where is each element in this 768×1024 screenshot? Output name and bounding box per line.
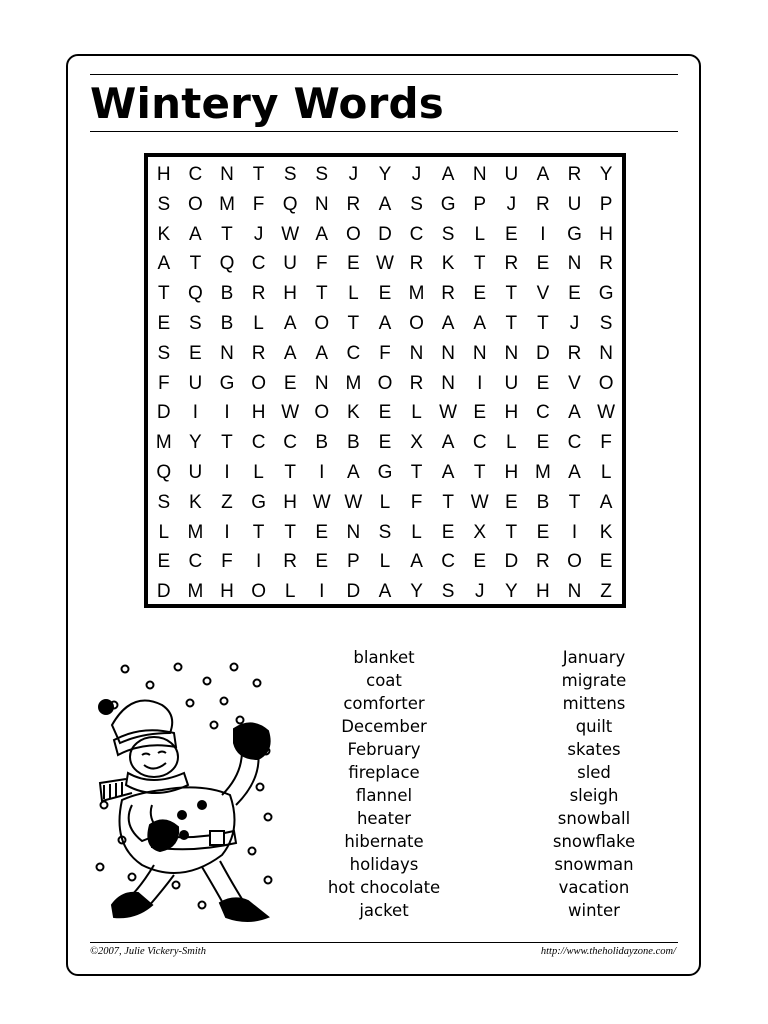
- grid-letter: M: [155, 432, 172, 454]
- grid-letter: M: [187, 581, 204, 603]
- grid-letter: C: [283, 432, 298, 454]
- grid-letter: S: [378, 521, 392, 543]
- grid-letter: N: [314, 193, 329, 215]
- grid-letter: T: [568, 491, 581, 513]
- grid-letter: I: [319, 581, 325, 603]
- word-list-right: [510, 646, 678, 922]
- grid-letter: Y: [410, 581, 423, 603]
- grid-letter: E: [157, 312, 171, 334]
- grid-letter: R: [536, 551, 550, 573]
- grid-letter: N: [472, 342, 487, 364]
- grid-letter: L: [411, 402, 422, 424]
- grid-letter: M: [408, 283, 425, 305]
- grid-letter: P: [599, 193, 613, 215]
- grid-letter: Y: [378, 164, 392, 185]
- grid-letter: N: [599, 342, 613, 364]
- grid-letter: H: [283, 491, 298, 513]
- page-title: Wintery Words: [90, 79, 444, 128]
- grid-letter: R: [536, 193, 550, 215]
- grid-letter: N: [220, 164, 234, 185]
- grid-letter: T: [221, 223, 233, 245]
- grid-row: [148, 339, 622, 369]
- grid-letter: Y: [189, 432, 202, 454]
- grid-letter: T: [505, 283, 518, 305]
- grid-letter: E: [315, 521, 329, 543]
- grid-letter: I: [224, 461, 230, 483]
- grid-letter: E: [315, 551, 329, 573]
- grid-letter: A: [441, 461, 455, 483]
- grid-letter: R: [251, 342, 266, 364]
- word-search-grid: [144, 153, 626, 608]
- grid-letter: C: [251, 432, 266, 454]
- grid-letter: T: [189, 253, 202, 275]
- grid-letter: H: [283, 283, 298, 305]
- word-list-item: holidays: [349, 855, 419, 874]
- grid-letter: T: [537, 312, 549, 334]
- grid-letter: W: [470, 491, 489, 513]
- grid-letter: O: [409, 312, 424, 334]
- grid-letter: N: [504, 342, 519, 364]
- grid-row: [148, 220, 622, 250]
- grid-letter: R: [346, 193, 361, 215]
- grid-letter: E: [283, 372, 297, 394]
- grid-letter: I: [192, 402, 199, 424]
- grid-letter: G: [440, 193, 456, 215]
- grid-letter: N: [567, 253, 582, 275]
- word-list-item: coat: [366, 671, 402, 690]
- grid-letter: A: [378, 193, 392, 215]
- grid-letter: J: [348, 164, 359, 185]
- grid-letter: T: [410, 461, 423, 483]
- snowman-illustration: [92, 655, 282, 930]
- word-list-item: snowman: [554, 855, 634, 874]
- word-list-item: hibernate: [344, 832, 424, 851]
- grid-letter: W: [281, 223, 300, 245]
- grid-letter: L: [379, 551, 391, 573]
- grid-letter: K: [157, 223, 171, 245]
- grid-letter: H: [156, 164, 171, 185]
- grid-letter: A: [473, 312, 487, 334]
- word-list-left: [300, 646, 468, 922]
- grid-letter: T: [252, 164, 265, 185]
- grid-letter: U: [188, 372, 203, 394]
- grid-letter: X: [473, 521, 487, 543]
- top-rule: [90, 74, 678, 75]
- grid-letter: T: [442, 491, 454, 513]
- grid-letter: O: [598, 372, 614, 394]
- grid-letter: A: [157, 253, 171, 275]
- grid-letter: N: [409, 342, 424, 364]
- footer-rule: [90, 942, 678, 943]
- grid-letter: D: [504, 551, 519, 573]
- grid-letter: H: [504, 402, 519, 424]
- grid-letter: E: [441, 521, 455, 543]
- grid-letter: C: [441, 551, 455, 573]
- grid-letter: N: [472, 164, 487, 185]
- grid-row: [148, 518, 622, 548]
- grid-letter: O: [345, 223, 361, 245]
- word-list-item: migrate: [561, 671, 627, 690]
- grid-letter: R: [504, 253, 519, 275]
- word-list-item: blanket: [353, 648, 415, 667]
- grid-letter: H: [536, 581, 550, 603]
- grid-letter: A: [599, 491, 613, 513]
- grid-row: [148, 488, 622, 518]
- grid-letter: H: [504, 461, 519, 483]
- word-list-item: skates: [567, 740, 621, 759]
- grid-letter: N: [220, 342, 234, 364]
- grid-letter: L: [506, 432, 517, 454]
- grid-letter: Y: [599, 164, 613, 185]
- grid-row: [148, 190, 622, 220]
- grid-letter: A: [441, 164, 455, 185]
- grid-letter: Q: [282, 193, 298, 215]
- grid-letter: J: [253, 223, 264, 245]
- grid-letter: R: [567, 342, 582, 364]
- grid-letter: R: [599, 253, 613, 275]
- grid-letter: C: [188, 551, 203, 573]
- grid-letter: F: [252, 193, 265, 215]
- grid-letter: C: [567, 432, 582, 454]
- grid-row: [148, 398, 622, 428]
- grid-letter: I: [319, 461, 325, 483]
- word-list-item: quilt: [575, 717, 613, 736]
- grid-row: [148, 279, 622, 309]
- grid-letter: E: [473, 402, 487, 424]
- grid-letter: E: [189, 342, 202, 364]
- grid-letter: U: [188, 461, 203, 483]
- grid-letter: V: [568, 372, 581, 394]
- grid-letter: X: [410, 432, 423, 454]
- word-list-item: hot chocolate: [327, 878, 441, 897]
- grid-letter: B: [315, 432, 329, 454]
- grid-letter: D: [156, 581, 171, 603]
- grid-letter: S: [315, 164, 329, 185]
- grid-letter: L: [284, 581, 296, 603]
- grid-letter: A: [283, 342, 297, 364]
- grid-letter: A: [410, 551, 423, 573]
- grid-letter: G: [567, 223, 582, 245]
- grid-letter: I: [540, 223, 546, 245]
- grid-letter: L: [253, 461, 264, 483]
- word-list-item: comforter: [343, 694, 425, 713]
- copyright-text: ©2007, Julie Vickery-Smith: [90, 946, 206, 957]
- grid-letter: C: [346, 342, 361, 364]
- grid-letter: S: [441, 581, 455, 603]
- word-list-item: sleigh: [569, 786, 619, 805]
- grid-letter: I: [477, 372, 483, 394]
- grid-letter: C: [188, 164, 203, 185]
- grid-letter: U: [283, 253, 298, 275]
- grid-letter: G: [251, 491, 266, 513]
- grid-letter: E: [347, 253, 360, 275]
- grid-letter: P: [347, 551, 360, 573]
- grid-letter: E: [536, 521, 550, 543]
- grid-row: [148, 577, 622, 607]
- grid-letter: H: [220, 581, 234, 603]
- word-list-item: flannel: [355, 786, 413, 805]
- grid-letter: E: [536, 432, 550, 454]
- grid-letter: S: [283, 164, 297, 185]
- grid-letter: O: [251, 372, 266, 394]
- grid-letter: F: [410, 491, 423, 513]
- grid-letter: C: [409, 223, 424, 245]
- grid-letter: R: [441, 283, 455, 305]
- grid-letter: B: [220, 283, 234, 305]
- grid-letter: L: [158, 521, 170, 543]
- grid-letter: T: [505, 521, 518, 543]
- grid-letter: W: [281, 402, 300, 424]
- grid-letter: D: [156, 402, 171, 424]
- grid-letter: W: [597, 402, 616, 424]
- grid-letter: E: [568, 283, 581, 305]
- grid-letter: C: [472, 432, 487, 454]
- grid-letter: T: [221, 432, 233, 454]
- grid-letter: K: [347, 402, 360, 424]
- grid-letter: O: [567, 551, 582, 573]
- grid-letter: E: [599, 551, 613, 573]
- grid-letter: Q: [188, 283, 203, 305]
- grid-letter: T: [315, 283, 328, 305]
- grid-letter: J: [506, 193, 517, 215]
- grid-letter: N: [567, 581, 582, 603]
- grid-letter: K: [189, 491, 202, 513]
- grid-letter: C: [536, 402, 550, 424]
- grid-letter: R: [567, 164, 582, 185]
- grid-letter: A: [315, 342, 329, 364]
- grid-letter: B: [220, 312, 234, 334]
- word-list-item: snowflake: [552, 832, 636, 851]
- grid-letter: T: [347, 312, 360, 334]
- grid-letter: R: [283, 551, 298, 573]
- grid-letter: E: [536, 372, 550, 394]
- grid-letter: O: [314, 402, 330, 424]
- grid-letter: C: [251, 253, 266, 275]
- grid-row: [148, 369, 622, 399]
- grid-letter: S: [599, 312, 613, 334]
- grid-letter: A: [441, 312, 455, 334]
- grid-letter: T: [284, 461, 296, 483]
- grid-letter: F: [315, 253, 328, 275]
- grid-letter: U: [504, 372, 519, 394]
- grid-letter: T: [473, 461, 486, 483]
- grid-letter: N: [441, 342, 455, 364]
- grid-letter: T: [505, 312, 518, 334]
- grid-letter: O: [377, 372, 393, 394]
- title-rule: [90, 131, 678, 132]
- grid-letter: L: [411, 521, 422, 543]
- grid-letter: N: [314, 372, 329, 394]
- word-list-item: winter: [568, 901, 620, 920]
- grid-letter: E: [536, 253, 550, 275]
- grid-letter: M: [535, 461, 551, 483]
- word-list-item: mittens: [562, 694, 626, 713]
- grid-letter: Q: [219, 253, 235, 275]
- word-list-item: fireplace: [348, 763, 420, 782]
- grid-letter: M: [345, 372, 362, 394]
- grid-letter: B: [347, 432, 360, 454]
- grid-letter: N: [441, 372, 455, 394]
- grid-letter: D: [346, 581, 361, 603]
- grid-letter: T: [157, 283, 170, 305]
- grid-letter: G: [377, 461, 393, 483]
- grid-letter: L: [253, 312, 264, 334]
- grid-letter: H: [251, 402, 266, 424]
- word-list-item: snowball: [557, 809, 631, 828]
- word-list-item: sled: [577, 763, 611, 782]
- grid-letter: I: [224, 521, 230, 543]
- grid-letter: H: [599, 223, 613, 245]
- grid-letter: Z: [221, 491, 233, 513]
- grid-letter: L: [600, 461, 612, 483]
- grid-letter: B: [536, 491, 550, 513]
- grid-letter: I: [224, 402, 230, 424]
- grid-letter: V: [536, 283, 550, 305]
- grid-letter: R: [409, 253, 424, 275]
- grid-letter: D: [536, 342, 550, 364]
- grid-letter: L: [474, 223, 486, 245]
- grid-letter: L: [348, 283, 359, 305]
- grid-letter: E: [473, 551, 487, 573]
- grid-letter: E: [473, 283, 487, 305]
- grid-letter: E: [504, 491, 518, 513]
- grid-letter: E: [378, 432, 392, 454]
- grid-letter: W: [375, 253, 394, 275]
- website-url: http://www.theholidayzone.com/: [540, 946, 676, 957]
- word-list-item: jacket: [359, 901, 409, 920]
- grid-letter: W: [312, 491, 331, 513]
- grid-letter: N: [346, 521, 361, 543]
- grid-letter: S: [157, 342, 171, 364]
- grid-letter: S: [189, 312, 202, 334]
- grid-row: [148, 428, 622, 458]
- grid-letter: K: [441, 253, 455, 275]
- grid-letter: W: [439, 402, 458, 424]
- word-list-item: December: [341, 717, 427, 736]
- grid-letter: A: [315, 223, 329, 245]
- grid-letter: A: [441, 432, 455, 454]
- grid-letter: G: [598, 283, 614, 305]
- grid-letter: R: [409, 372, 424, 394]
- grid-letter: G: [219, 372, 235, 394]
- grid-letter: M: [187, 521, 204, 543]
- grid-letter: Y: [504, 581, 518, 603]
- grid-letter: L: [379, 491, 391, 513]
- grid-letter: U: [567, 193, 582, 215]
- grid-letter: F: [600, 432, 612, 454]
- grid-letter: S: [157, 193, 171, 215]
- grid-letter: J: [569, 312, 580, 334]
- grid-letter: E: [504, 223, 518, 245]
- grid-row: [148, 249, 622, 279]
- grid-letter: F: [221, 551, 233, 573]
- grid-letter: O: [188, 193, 203, 215]
- grid-letter: E: [157, 551, 171, 573]
- grid-letter: A: [283, 312, 297, 334]
- grid-letter: A: [568, 402, 581, 424]
- grid-letter: S: [410, 193, 423, 215]
- grid-letter: U: [504, 164, 519, 185]
- grid-letter: A: [378, 312, 392, 334]
- grid-row: [148, 458, 622, 488]
- grid-letters: [148, 157, 622, 604]
- grid-letter: F: [157, 372, 170, 394]
- grid-letter: I: [255, 551, 262, 573]
- grid-letter: T: [473, 253, 486, 275]
- grid-letter: O: [251, 581, 266, 603]
- grid-letter: A: [536, 164, 550, 185]
- grid-letter: A: [378, 581, 392, 603]
- grid-letter: T: [284, 521, 296, 543]
- grid-letter: J: [411, 164, 422, 185]
- grid-letter: E: [378, 402, 392, 424]
- grid-letter: A: [568, 461, 581, 483]
- grid-letter: Q: [156, 461, 172, 483]
- grid-letter: W: [344, 491, 363, 513]
- grid-letter: R: [251, 283, 266, 305]
- grid-letter: A: [347, 461, 360, 483]
- word-list-item: February: [347, 740, 421, 759]
- grid-letter: E: [378, 283, 392, 305]
- grid-letter: M: [219, 193, 235, 215]
- grid-letter: K: [599, 521, 613, 543]
- grid-letter: O: [314, 312, 330, 334]
- grid-letter: P: [473, 193, 487, 215]
- grid-letter: S: [157, 491, 171, 513]
- grid-letter: F: [379, 342, 391, 364]
- word-list-item: heater: [356, 809, 412, 828]
- grid-letter: D: [378, 223, 392, 245]
- grid-letter: S: [441, 223, 455, 245]
- grid-letter: A: [189, 223, 202, 245]
- word-list-item: vacation: [558, 878, 630, 897]
- grid-row: [148, 309, 622, 339]
- grid-row: [148, 547, 622, 577]
- grid-letter: J: [474, 581, 485, 603]
- grid-letter: I: [571, 521, 578, 543]
- grid-letter: T: [252, 521, 265, 543]
- grid-row: [148, 160, 622, 190]
- grid-letter: Z: [600, 581, 612, 603]
- word-list-item: January: [562, 648, 626, 667]
